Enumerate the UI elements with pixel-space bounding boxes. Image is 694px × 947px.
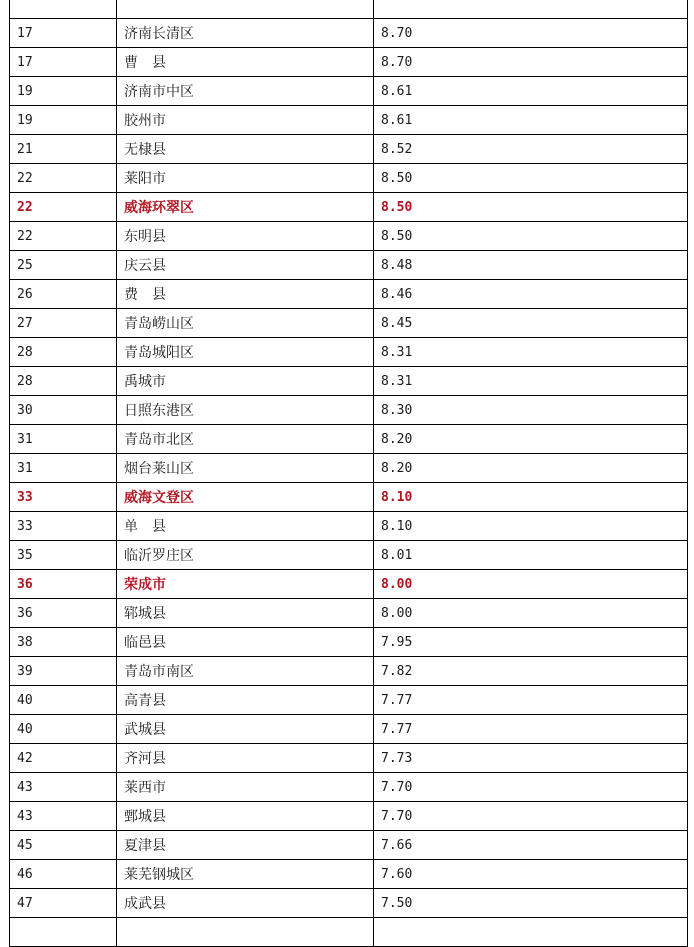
score-cell: 7.60 bbox=[374, 860, 688, 889]
score-cell: 7.77 bbox=[374, 715, 688, 744]
district-name-cell bbox=[117, 0, 374, 19]
score-cell: 8.61 bbox=[374, 106, 688, 135]
rank-cell: 31 bbox=[10, 454, 117, 483]
table-row bbox=[10, 338, 688, 367]
rank-cell: 43 bbox=[10, 773, 117, 802]
table-row bbox=[10, 773, 688, 802]
score-cell: 8.00 bbox=[374, 599, 688, 628]
score-cell: 7.66 bbox=[374, 831, 688, 860]
district-name-cell: 费 县 bbox=[117, 280, 374, 309]
district-name-cell: 威海环翠区 bbox=[117, 193, 374, 222]
ranking-table-body bbox=[10, 0, 688, 947]
rank-cell: 17 bbox=[10, 19, 117, 48]
table-row bbox=[10, 48, 688, 77]
district-name-cell: 武城县 bbox=[117, 715, 374, 744]
rank-cell: 19 bbox=[10, 77, 117, 106]
score-cell: 8.20 bbox=[374, 454, 688, 483]
district-name-cell: 禹城市 bbox=[117, 367, 374, 396]
score-cell: 8.10 bbox=[374, 483, 688, 512]
score-cell: 7.95 bbox=[374, 628, 688, 657]
table-row bbox=[10, 599, 688, 628]
district-name-cell: 烟台莱山区 bbox=[117, 454, 374, 483]
rank-cell: 31 bbox=[10, 425, 117, 454]
score-cell: 8.70 bbox=[374, 19, 688, 48]
score-cell: 8.70 bbox=[374, 48, 688, 77]
rank-cell: 26 bbox=[10, 280, 117, 309]
district-name-cell: 鄄城县 bbox=[117, 802, 374, 831]
score-cell: 8.20 bbox=[374, 425, 688, 454]
table-row bbox=[10, 0, 688, 19]
table-row bbox=[10, 541, 688, 570]
score-cell: 8.45 bbox=[374, 309, 688, 338]
table-row bbox=[10, 657, 688, 686]
district-name-cell: 日照东港区 bbox=[117, 396, 374, 425]
rank-cell: 39 bbox=[10, 657, 117, 686]
table-row bbox=[10, 831, 688, 860]
table-row bbox=[10, 802, 688, 831]
table-row bbox=[10, 744, 688, 773]
rank-cell: 42 bbox=[10, 744, 117, 773]
district-name-cell: 济南市中区 bbox=[117, 77, 374, 106]
district-name-cell: 齐河县 bbox=[117, 744, 374, 773]
score-cell: 7.82 bbox=[374, 657, 688, 686]
score-cell: 8.30 bbox=[374, 396, 688, 425]
table-row bbox=[10, 715, 688, 744]
rank-cell: 27 bbox=[10, 309, 117, 338]
rank-cell: 25 bbox=[10, 251, 117, 280]
district-name-cell: 胶州市 bbox=[117, 106, 374, 135]
table-row bbox=[10, 367, 688, 396]
score-cell: 8.01 bbox=[374, 541, 688, 570]
table-row bbox=[10, 77, 688, 106]
rank-cell: 40 bbox=[10, 715, 117, 744]
score-cell: 8.00 bbox=[374, 570, 688, 599]
score-cell: 8.46 bbox=[374, 280, 688, 309]
rank-cell: 35 bbox=[10, 541, 117, 570]
score-cell: 7.70 bbox=[374, 802, 688, 831]
rank-cell: 46 bbox=[10, 860, 117, 889]
district-name-cell: 青岛市北区 bbox=[117, 425, 374, 454]
rank-cell: 45 bbox=[10, 831, 117, 860]
rank-cell: 43 bbox=[10, 802, 117, 831]
rank-cell: 21 bbox=[10, 135, 117, 164]
rank-cell: 40 bbox=[10, 686, 117, 715]
table-row bbox=[10, 193, 688, 222]
table-row bbox=[10, 309, 688, 338]
score-cell bbox=[374, 0, 688, 19]
district-name-cell: 庆云县 bbox=[117, 251, 374, 280]
table-row bbox=[10, 628, 688, 657]
table-row bbox=[10, 483, 688, 512]
district-name-cell: 夏津县 bbox=[117, 831, 374, 860]
district-name-cell: 青岛市南区 bbox=[117, 657, 374, 686]
rank-cell: 36 bbox=[10, 599, 117, 628]
table-row bbox=[10, 686, 688, 715]
rank-cell: 17 bbox=[10, 48, 117, 77]
score-cell: 7.50 bbox=[374, 889, 688, 918]
rank-cell: 19 bbox=[10, 106, 117, 135]
district-name-cell: 临沂罗庄区 bbox=[117, 541, 374, 570]
score-cell: 8.61 bbox=[374, 77, 688, 106]
score-cell: 7.77 bbox=[374, 686, 688, 715]
score-cell: 8.31 bbox=[374, 367, 688, 396]
table-row bbox=[10, 222, 688, 251]
table-row bbox=[10, 425, 688, 454]
score-cell: 8.50 bbox=[374, 193, 688, 222]
district-name-cell: 郓城县 bbox=[117, 599, 374, 628]
rank-cell: 36 bbox=[10, 570, 117, 599]
rank-cell: 22 bbox=[10, 193, 117, 222]
rank-cell: 30 bbox=[10, 396, 117, 425]
score-cell: 8.50 bbox=[374, 164, 688, 193]
table-row bbox=[10, 889, 688, 918]
table-row bbox=[10, 280, 688, 309]
table-row bbox=[10, 106, 688, 135]
rank-cell bbox=[10, 918, 117, 947]
table-row bbox=[10, 512, 688, 541]
rank-cell: 33 bbox=[10, 512, 117, 541]
score-cell: 8.50 bbox=[374, 222, 688, 251]
score-cell: 8.10 bbox=[374, 512, 688, 541]
table-row bbox=[10, 570, 688, 599]
rank-cell: 28 bbox=[10, 338, 117, 367]
rank-cell: 28 bbox=[10, 367, 117, 396]
district-name-cell: 曹 县 bbox=[117, 48, 374, 77]
score-cell: 8.48 bbox=[374, 251, 688, 280]
score-cell: 8.52 bbox=[374, 135, 688, 164]
rank-cell: 22 bbox=[10, 164, 117, 193]
rank-cell: 33 bbox=[10, 483, 117, 512]
score-cell bbox=[374, 918, 688, 947]
district-name-cell: 单 县 bbox=[117, 512, 374, 541]
district-name-cell: 莱芜钢城区 bbox=[117, 860, 374, 889]
district-name-cell: 济南长清区 bbox=[117, 19, 374, 48]
score-cell: 7.73 bbox=[374, 744, 688, 773]
district-name-cell: 成武县 bbox=[117, 889, 374, 918]
district-name-cell: 临邑县 bbox=[117, 628, 374, 657]
district-name-cell: 荣成市 bbox=[117, 570, 374, 599]
district-name-cell: 莱阳市 bbox=[117, 164, 374, 193]
table-row bbox=[10, 135, 688, 164]
district-name-cell: 莱西市 bbox=[117, 773, 374, 802]
table-row bbox=[10, 454, 688, 483]
district-name-cell: 东明县 bbox=[117, 222, 374, 251]
table-row bbox=[10, 918, 688, 947]
district-name-cell: 高青县 bbox=[117, 686, 374, 715]
score-cell: 8.31 bbox=[374, 338, 688, 367]
table-row bbox=[10, 860, 688, 889]
table-row bbox=[10, 164, 688, 193]
table-row bbox=[10, 19, 688, 48]
table-row bbox=[10, 396, 688, 425]
district-name-cell: 威海文登区 bbox=[117, 483, 374, 512]
rank-cell bbox=[10, 0, 117, 19]
table-row bbox=[10, 251, 688, 280]
rank-cell: 47 bbox=[10, 889, 117, 918]
district-name-cell: 无棣县 bbox=[117, 135, 374, 164]
district-name-cell bbox=[117, 918, 374, 947]
ranking-table bbox=[9, 0, 688, 947]
district-name-cell: 青岛崂山区 bbox=[117, 309, 374, 338]
score-cell: 7.70 bbox=[374, 773, 688, 802]
rank-cell: 22 bbox=[10, 222, 117, 251]
rank-cell: 38 bbox=[10, 628, 117, 657]
district-name-cell: 青岛城阳区 bbox=[117, 338, 374, 367]
